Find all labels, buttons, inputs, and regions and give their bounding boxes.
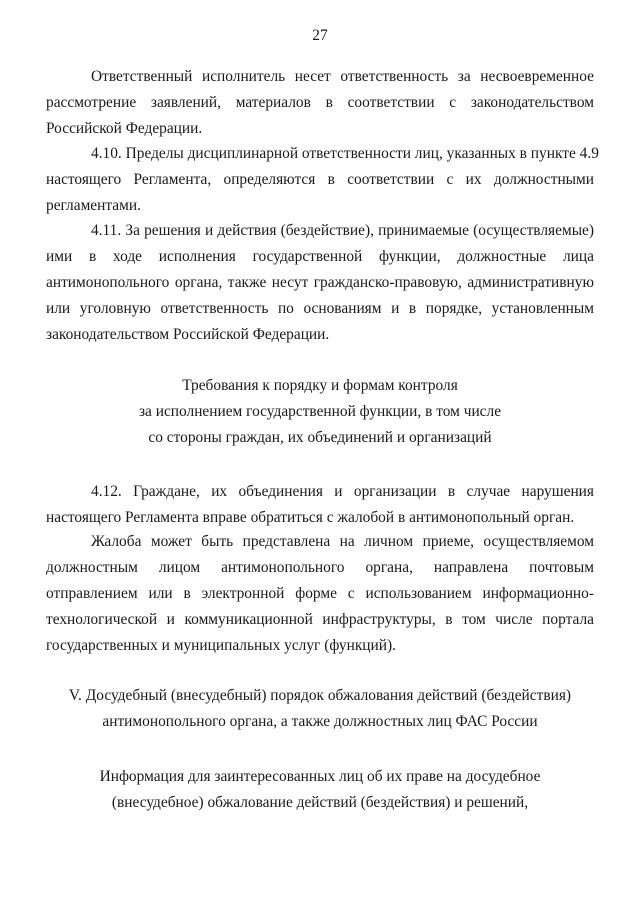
heading-line: за исполнением государственной функции, в том числе (138, 403, 502, 420)
text-line: Жалоба может быть представлена на личном приеме, осуществляемом (91, 533, 594, 550)
text-line: должностным лицом антимонопольного органа, направлена почтовым (46, 559, 594, 576)
text-line: Российской Федерации. (46, 120, 203, 137)
text-line: настоящего Регламента, определяются в соответствии с их должностными (46, 171, 594, 188)
text-line: антимонопольного органа, также несут гражданско-правовую, административную (46, 274, 594, 291)
text-line: 4.11. За решения и действия (бездействие), принимаемые (осуществляемые) (91, 222, 594, 239)
text-line: 4.10. Пределы дисциплинарной ответственности лиц, указанных в пункте 4.9 (91, 145, 599, 162)
paragraph-4-10 (46, 141, 599, 219)
text-line: или уголовную ответственность по основаниям и в порядке, установленным (46, 300, 594, 317)
heading-line: Требования к порядку и формам контроля (182, 377, 458, 394)
paragraph-complaint (46, 529, 594, 659)
paragraph-4-12 (46, 479, 594, 531)
text-line: отправлением или в электронной форме с использованием информационно- (46, 585, 594, 602)
heading-line: Информация для заинтересованных лиц об их праве на досудебное (99, 768, 541, 785)
subsection-heading-info (0, 764, 640, 816)
heading-line: V. Досудебный (внесудебный) порядок обжалования действий (бездействия) (68, 687, 572, 704)
text-line: ими в ходе исполнения государственной функции, должностные лица (46, 248, 594, 265)
text-line: 4.12. Граждане, их объединения и организации в случае нарушения (91, 483, 594, 500)
heading-line: (внесудебное) обжалование действий (бездействия) и решений, (111, 794, 529, 811)
text-line: рассмотрение заявлений, материалов в соответствии с законодательством (46, 94, 594, 111)
page-number: 27 (312, 27, 328, 44)
section-heading-appeal (0, 683, 640, 735)
heading-line: со стороны граждан, их объединений и организаций (148, 429, 492, 446)
text-line: государственных и муниципальных услуг (функций). (46, 637, 396, 654)
section-heading-control (0, 373, 640, 451)
text-line: Ответственный исполнитель несет ответственность за несвоевременное (91, 68, 594, 85)
text-line: технологической и коммуникационной инфраструктуры, в том числе портала (46, 611, 594, 628)
text-line: настоящего Регламента вправе обратиться с жалобой в антимонопольный орган. (46, 509, 575, 526)
text-line: регламентами. (46, 197, 141, 214)
paragraph-4-11 (46, 218, 594, 348)
paragraph-responsibility (46, 64, 594, 142)
text-line: законодательством Российской Федерации. (46, 326, 330, 343)
heading-line: антимонопольного органа, а также должностных лиц ФАС России (102, 713, 538, 730)
